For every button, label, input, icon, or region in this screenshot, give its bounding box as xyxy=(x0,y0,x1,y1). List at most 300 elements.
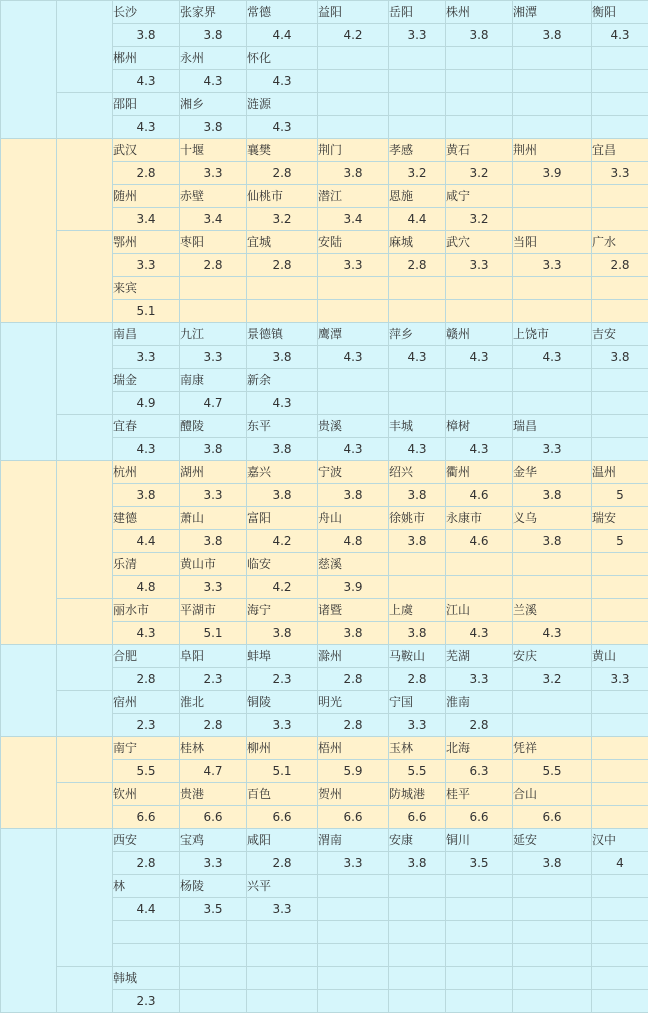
city-cell: 杨陵 xyxy=(180,875,247,898)
city-cell xyxy=(389,875,446,898)
city-cell: 凭祥 xyxy=(513,737,592,760)
rate-cell: 2.3 xyxy=(113,714,180,737)
rate-cell xyxy=(513,208,592,231)
city-cell xyxy=(389,553,446,576)
city-cell: 桂林 xyxy=(180,737,247,760)
city-cell: 滁州 xyxy=(318,645,389,668)
rate-cell: 3.2 xyxy=(446,162,513,185)
rate-cell: 5.1 xyxy=(180,622,247,645)
rate-cell: 2.8 xyxy=(389,668,446,691)
rate-cell: 4.3 xyxy=(446,438,513,461)
city-cell: 景德镇 xyxy=(247,323,318,346)
city-row xyxy=(1,737,648,760)
city-row xyxy=(1,415,648,438)
rate-cell: 6.6 xyxy=(389,806,446,829)
city-cell: 安庆 xyxy=(513,645,592,668)
city-cell: 淮北 xyxy=(180,691,247,714)
city-cell: 咸宁 xyxy=(446,185,513,208)
city-cell: 汉中 xyxy=(592,829,648,852)
city-cell xyxy=(446,875,513,898)
city-cell: 张家界 xyxy=(180,1,247,24)
city-cell: 宝鸡 xyxy=(180,829,247,852)
rate-cell xyxy=(389,70,446,93)
rate-cell xyxy=(513,392,592,415)
city-cell: 来宾 xyxy=(113,277,180,300)
rate-cell: 3.3 xyxy=(513,254,592,277)
rate-cell xyxy=(389,116,446,139)
rate-cell: 2.8 xyxy=(389,254,446,277)
rate-cell: 4.9 xyxy=(113,392,180,415)
city-cell xyxy=(318,967,389,990)
rate-cell: 2.8 xyxy=(318,714,389,737)
city-cell xyxy=(592,921,648,944)
city-cell: 南昌 xyxy=(113,323,180,346)
city-cell xyxy=(513,553,592,576)
city-cell: 永康市 xyxy=(446,507,513,530)
city-cell: 杭州 xyxy=(113,461,180,484)
province-name xyxy=(1,1,57,139)
rate-cell xyxy=(389,944,446,967)
rate-cell: 3.3 xyxy=(592,162,648,185)
city-cell: 乐清 xyxy=(113,553,180,576)
service-type-label xyxy=(57,461,113,599)
rate-cell xyxy=(389,990,446,1013)
city-cell: 十堰 xyxy=(180,139,247,162)
city-cell xyxy=(389,967,446,990)
city-cell: 宜昌 xyxy=(592,139,648,162)
service-type-label xyxy=(57,599,113,645)
city-cell: 兰溪 xyxy=(513,599,592,622)
rate-cell xyxy=(513,300,592,323)
city-cell: 延安 xyxy=(513,829,592,852)
city-cell: 明光 xyxy=(318,691,389,714)
rate-cell: 3.8 xyxy=(247,484,318,507)
city-cell: 南康 xyxy=(180,369,247,392)
city-cell: 芜湖 xyxy=(446,645,513,668)
city-cell: 株州 xyxy=(446,1,513,24)
city-cell xyxy=(592,737,648,760)
city-cell: 醴陵 xyxy=(180,415,247,438)
city-cell xyxy=(180,921,247,944)
city-cell xyxy=(592,783,648,806)
city-cell: 韩城 xyxy=(113,967,180,990)
city-cell: 诸暨 xyxy=(318,599,389,622)
city-cell: 湘乡 xyxy=(180,93,247,116)
rate-cell: 3.3 xyxy=(180,162,247,185)
rate-cell xyxy=(446,898,513,921)
city-cell xyxy=(389,369,446,392)
city-cell: 潜江 xyxy=(318,185,389,208)
rate-cell: 4.4 xyxy=(113,898,180,921)
city-cell: 临安 xyxy=(247,553,318,576)
rate-cell: 2.8 xyxy=(113,852,180,875)
city-cell xyxy=(318,369,389,392)
rate-cell: 3.4 xyxy=(180,208,247,231)
rate-cell xyxy=(318,990,389,1013)
city-cell: 东平 xyxy=(247,415,318,438)
rate-cell: 2.3 xyxy=(180,668,247,691)
province-name xyxy=(1,323,57,461)
rate-cell: 3.3 xyxy=(389,714,446,737)
rate-cell xyxy=(446,576,513,599)
rate-cell: 3.2 xyxy=(513,668,592,691)
city-cell: 荆门 xyxy=(318,139,389,162)
rate-cell xyxy=(389,898,446,921)
rate-cell: 3.5 xyxy=(180,898,247,921)
city-cell: 广水 xyxy=(592,231,648,254)
city-cell: 孝感 xyxy=(389,139,446,162)
rate-cell: 4.3 xyxy=(247,70,318,93)
rate-cell: 3.8 xyxy=(513,852,592,875)
city-cell xyxy=(446,277,513,300)
rate-cell: 4.3 xyxy=(446,346,513,369)
rate-cell: 4.3 xyxy=(318,346,389,369)
rate-cell: 2.8 xyxy=(113,162,180,185)
rate-cell: 4.2 xyxy=(247,576,318,599)
rate-cell: 3.4 xyxy=(113,208,180,231)
city-cell: 义乌 xyxy=(513,507,592,530)
city-cell: 宁国 xyxy=(389,691,446,714)
rate-cell: 4.6 xyxy=(446,530,513,553)
rate-cell xyxy=(446,116,513,139)
city-cell: 北海 xyxy=(446,737,513,760)
city-cell: 瑞昌 xyxy=(513,415,592,438)
city-cell: 郴州 xyxy=(113,47,180,70)
city-cell: 海宁 xyxy=(247,599,318,622)
rate-cell xyxy=(247,990,318,1013)
service-type-label xyxy=(57,737,113,783)
rate-cell xyxy=(446,990,513,1013)
city-cell xyxy=(318,921,389,944)
service-type-label xyxy=(57,231,113,323)
city-cell: 合山 xyxy=(513,783,592,806)
rate-cell xyxy=(592,806,648,829)
city-cell: 马鞍山 xyxy=(389,645,446,668)
rate-cell xyxy=(513,70,592,93)
city-cell: 钦州 xyxy=(113,783,180,806)
rate-cell: 5.5 xyxy=(113,760,180,783)
province-name xyxy=(1,139,57,323)
city-cell: 宜城 xyxy=(247,231,318,254)
rate-cell: 3.8 xyxy=(513,530,592,553)
rate-cell: 5.9 xyxy=(318,760,389,783)
rate-cell xyxy=(318,392,389,415)
city-cell: 铜川 xyxy=(446,829,513,852)
rate-cell: 3.9 xyxy=(513,162,592,185)
rate-cell: 4.4 xyxy=(113,530,180,553)
rate-cell: 6.6 xyxy=(446,806,513,829)
rate-cell xyxy=(592,622,648,645)
rate-cell: 4.3 xyxy=(113,70,180,93)
city-row xyxy=(1,231,648,254)
rate-cell xyxy=(113,944,180,967)
city-cell xyxy=(592,875,648,898)
rate-cell: 2.8 xyxy=(446,714,513,737)
service-type-label xyxy=(57,783,113,829)
city-cell xyxy=(592,369,648,392)
city-cell: 贵溪 xyxy=(318,415,389,438)
rate-cell: 3.3 xyxy=(318,852,389,875)
city-cell xyxy=(180,967,247,990)
rate-cell: 3.8 xyxy=(247,438,318,461)
city-cell xyxy=(513,369,592,392)
rate-cell: 4.8 xyxy=(318,530,389,553)
rate-cell: 2.8 xyxy=(592,254,648,277)
city-cell xyxy=(247,921,318,944)
rate-cell: 4.2 xyxy=(318,24,389,47)
rate-cell: 3.3 xyxy=(513,438,592,461)
rate-cell xyxy=(513,898,592,921)
city-cell: 常德 xyxy=(247,1,318,24)
city-cell: 鄂州 xyxy=(113,231,180,254)
city-cell: 上饶市 xyxy=(513,323,592,346)
city-cell xyxy=(592,967,648,990)
rate-cell xyxy=(513,990,592,1013)
service-type-label xyxy=(57,645,113,691)
rate-cell xyxy=(592,990,648,1013)
table-body xyxy=(1,1,648,1013)
rate-cell: 5.1 xyxy=(113,300,180,323)
rate-cell: 4.3 xyxy=(318,438,389,461)
rate-cell: 5.5 xyxy=(389,760,446,783)
rate-cell: 5 xyxy=(592,484,648,507)
city-cell: 绍兴 xyxy=(389,461,446,484)
service-type-label xyxy=(57,323,113,415)
city-cell xyxy=(318,93,389,116)
city-cell: 淮南 xyxy=(446,691,513,714)
city-cell: 建德 xyxy=(113,507,180,530)
city-cell: 瑞安 xyxy=(592,507,648,530)
city-row xyxy=(1,323,648,346)
rate-cell xyxy=(592,392,648,415)
city-cell xyxy=(513,691,592,714)
city-cell: 荆州 xyxy=(513,139,592,162)
rate-cell xyxy=(592,208,648,231)
rate-cell: 3.8 xyxy=(513,24,592,47)
city-cell: 当阳 xyxy=(513,231,592,254)
rate-cell: 4.7 xyxy=(180,760,247,783)
rate-cell: 3.4 xyxy=(318,208,389,231)
city-cell xyxy=(513,921,592,944)
rate-cell xyxy=(592,576,648,599)
service-type-label xyxy=(57,415,113,461)
city-cell: 舟山 xyxy=(318,507,389,530)
city-cell: 南宁 xyxy=(113,737,180,760)
city-cell: 玉林 xyxy=(389,737,446,760)
city-cell: 樟树 xyxy=(446,415,513,438)
rate-cell xyxy=(318,116,389,139)
city-cell: 湘潭 xyxy=(513,1,592,24)
city-cell: 黄石 xyxy=(446,139,513,162)
rate-cell: 4.3 xyxy=(247,116,318,139)
city-cell: 丰城 xyxy=(389,415,446,438)
city-cell: 林 xyxy=(113,875,180,898)
rate-cell: 4.8 xyxy=(113,576,180,599)
rate-cell: 3.3 xyxy=(247,714,318,737)
province-name xyxy=(1,737,57,829)
city-cell: 西安 xyxy=(113,829,180,852)
rate-cell: 2.8 xyxy=(318,668,389,691)
rate-cell: 3.8 xyxy=(389,530,446,553)
city-cell: 黄山 xyxy=(592,645,648,668)
city-cell: 贺州 xyxy=(318,783,389,806)
city-cell: 丽水市 xyxy=(113,599,180,622)
rate-cell xyxy=(513,944,592,967)
city-cell: 鹰潭 xyxy=(318,323,389,346)
city-cell: 新余 xyxy=(247,369,318,392)
rate-cell: 3.8 xyxy=(389,852,446,875)
city-cell: 上虞 xyxy=(389,599,446,622)
city-cell: 宁波 xyxy=(318,461,389,484)
rate-cell: 4.3 xyxy=(389,346,446,369)
rate-cell xyxy=(389,576,446,599)
city-cell: 九江 xyxy=(180,323,247,346)
rate-cell: 6.6 xyxy=(247,806,318,829)
city-cell xyxy=(446,369,513,392)
rate-cell: 4.4 xyxy=(247,24,318,47)
city-cell: 赣州 xyxy=(446,323,513,346)
rate-cell: 2.8 xyxy=(180,714,247,737)
city-cell: 萍乡 xyxy=(389,323,446,346)
city-cell xyxy=(513,47,592,70)
province-name xyxy=(1,461,57,645)
city-cell: 邵阳 xyxy=(113,93,180,116)
city-cell xyxy=(446,967,513,990)
rate-cell xyxy=(389,392,446,415)
city-cell xyxy=(446,93,513,116)
rate-cell: 4.2 xyxy=(247,530,318,553)
city-cell xyxy=(318,277,389,300)
rate-cell: 3.8 xyxy=(389,622,446,645)
city-row xyxy=(1,829,648,852)
rate-cell xyxy=(318,70,389,93)
city-cell xyxy=(318,47,389,70)
rate-cell xyxy=(446,944,513,967)
rate-cell xyxy=(592,944,648,967)
rate-cell xyxy=(592,70,648,93)
rate-cell: 3.9 xyxy=(318,576,389,599)
city-cell: 黄山市 xyxy=(180,553,247,576)
city-cell xyxy=(389,277,446,300)
rate-cell: 6.6 xyxy=(318,806,389,829)
province-name xyxy=(1,645,57,737)
city-cell xyxy=(513,967,592,990)
rate-cell xyxy=(180,300,247,323)
rate-cell xyxy=(592,760,648,783)
city-cell: 安康 xyxy=(389,829,446,852)
city-cell xyxy=(247,967,318,990)
rate-cell: 3.8 xyxy=(180,530,247,553)
rate-cell: 3.3 xyxy=(180,484,247,507)
rate-cell: 4.3 xyxy=(592,24,648,47)
service-type-label xyxy=(57,1,113,93)
city-cell: 温州 xyxy=(592,461,648,484)
rate-cell: 4.3 xyxy=(446,622,513,645)
rate-cell xyxy=(318,944,389,967)
rate-cell: 3.8 xyxy=(180,24,247,47)
city-cell: 蚌埠 xyxy=(247,645,318,668)
rate-cell xyxy=(592,898,648,921)
rate-cell xyxy=(247,300,318,323)
city-cell: 襄樊 xyxy=(247,139,318,162)
service-type-label xyxy=(57,691,113,737)
rate-cell: 3.8 xyxy=(318,162,389,185)
city-cell: 咸阳 xyxy=(247,829,318,852)
city-cell: 慈溪 xyxy=(318,553,389,576)
rate-cell xyxy=(592,116,648,139)
rate-cell: 4.6 xyxy=(446,484,513,507)
rate-cell xyxy=(446,300,513,323)
city-cell: 益阳 xyxy=(318,1,389,24)
rate-cell: 3.3 xyxy=(113,346,180,369)
city-cell: 仙桃市 xyxy=(247,185,318,208)
rate-cell: 4 xyxy=(592,852,648,875)
city-cell: 衢州 xyxy=(446,461,513,484)
rate-cell: 6.6 xyxy=(113,806,180,829)
city-cell: 桂平 xyxy=(446,783,513,806)
rate-cell: 3.2 xyxy=(389,162,446,185)
rate-cell xyxy=(446,70,513,93)
rate-cell: 4.3 xyxy=(113,438,180,461)
rate-cell: 6.6 xyxy=(513,806,592,829)
city-cell: 枣阳 xyxy=(180,231,247,254)
rate-cell xyxy=(513,116,592,139)
service-type-label xyxy=(57,829,113,967)
rate-cell: 4.3 xyxy=(247,392,318,415)
rate-cell xyxy=(592,438,648,461)
city-cell: 徐姚市 xyxy=(389,507,446,530)
city-cell: 赤壁 xyxy=(180,185,247,208)
rate-cell: 3.3 xyxy=(446,668,513,691)
rate-cell: 4.3 xyxy=(513,346,592,369)
rate-cell xyxy=(592,714,648,737)
city-row xyxy=(1,1,648,24)
rate-cell xyxy=(446,392,513,415)
city-cell xyxy=(592,47,648,70)
rate-cell xyxy=(592,300,648,323)
city-cell: 金华 xyxy=(513,461,592,484)
city-cell: 怀化 xyxy=(247,47,318,70)
city-cell: 吉安 xyxy=(592,323,648,346)
rate-cell: 3.3 xyxy=(318,254,389,277)
city-cell xyxy=(592,277,648,300)
city-cell: 铜陵 xyxy=(247,691,318,714)
city-cell xyxy=(389,93,446,116)
rate-cell: 3.8 xyxy=(247,622,318,645)
city-cell: 瑞金 xyxy=(113,369,180,392)
rate-cell xyxy=(180,990,247,1013)
city-cell xyxy=(592,691,648,714)
rate-cell xyxy=(318,300,389,323)
city-cell xyxy=(247,277,318,300)
rate-cell: 4.3 xyxy=(180,70,247,93)
rate-cell: 3.8 xyxy=(592,346,648,369)
rate-cell: 2.8 xyxy=(247,852,318,875)
city-cell: 宜春 xyxy=(113,415,180,438)
city-cell xyxy=(592,415,648,438)
city-row xyxy=(1,691,648,714)
city-cell xyxy=(113,921,180,944)
rate-cell: 3.8 xyxy=(318,622,389,645)
rate-cell: 5 xyxy=(592,530,648,553)
rate-cell: 3.8 xyxy=(113,484,180,507)
rate-cell: 3.3 xyxy=(180,346,247,369)
rate-cell: 3.3 xyxy=(180,576,247,599)
rate-cell xyxy=(389,300,446,323)
city-cell: 百色 xyxy=(247,783,318,806)
rate-cell: 4.3 xyxy=(389,438,446,461)
city-cell: 安陆 xyxy=(318,231,389,254)
